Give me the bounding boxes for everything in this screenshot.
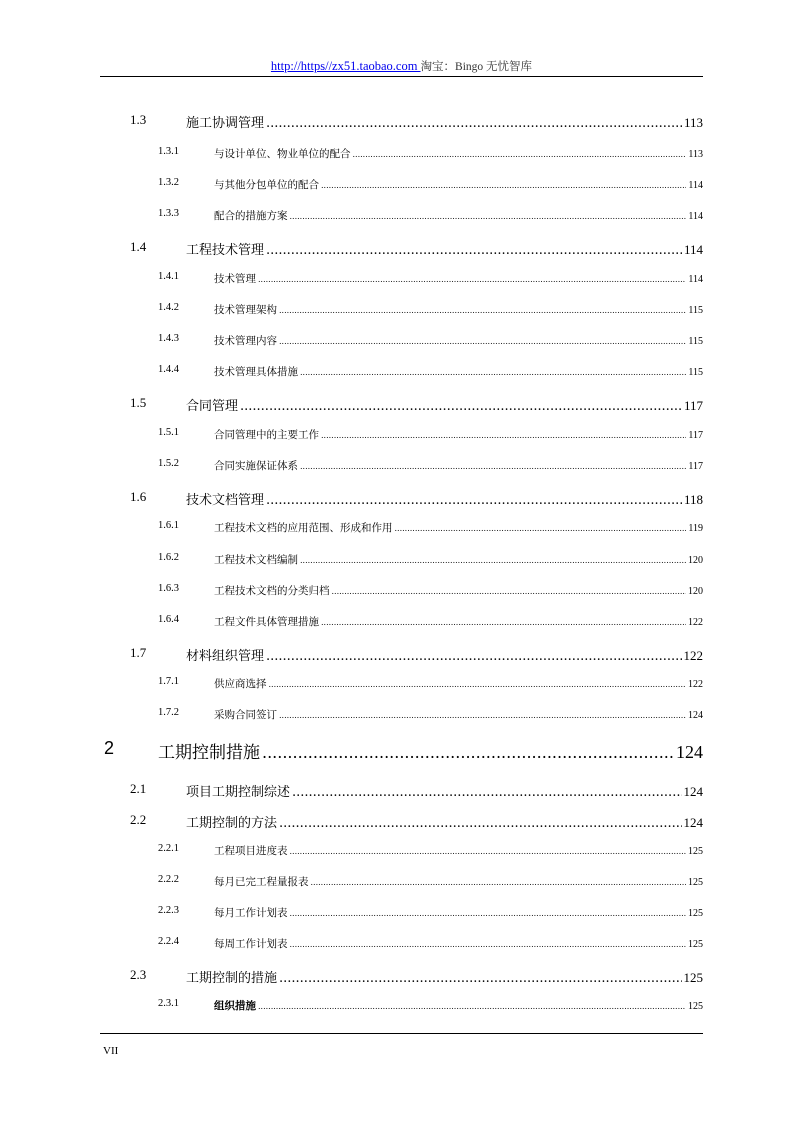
toc-entry-page: 114 <box>688 274 703 285</box>
toc-entry-title: 与其他分包单位的配合 <box>214 179 319 191</box>
toc-entry[interactable] <box>158 676 703 692</box>
toc-entry[interactable] <box>104 738 703 764</box>
toc-entry-title: 工期控制的措施 <box>186 971 278 986</box>
toc-entry-number: 1.3.3 <box>158 208 179 219</box>
toc-entry-title: 每周工作计划表 <box>214 938 288 950</box>
toc-entry-title: 合同管理中的主要工作 <box>214 429 319 441</box>
dot-leader <box>292 785 681 800</box>
toc-entry-title: 工期控制的方法 <box>186 816 278 831</box>
dot-leader <box>266 649 681 664</box>
dot-leader <box>279 711 686 720</box>
toc-entry-page: 117 <box>688 430 703 441</box>
toc-entry-number: 1.3 <box>130 112 147 127</box>
toc-entry[interactable] <box>158 302 703 318</box>
dot-leader <box>279 337 686 346</box>
toc-entry-title: 合同管理 <box>186 399 239 414</box>
dot-leader <box>240 399 682 414</box>
dot-leader <box>321 431 686 440</box>
dot-leader <box>258 1002 686 1011</box>
toc-entry-page: 117 <box>688 461 703 472</box>
toc-entry-number: 1.5.1 <box>158 427 179 438</box>
toc-entry-page: 124 <box>688 710 703 721</box>
dot-leader <box>269 680 687 689</box>
dot-leader <box>311 878 687 887</box>
toc-entry-page: 124 <box>683 784 703 799</box>
toc-entry[interactable] <box>158 271 703 287</box>
toc-entry[interactable] <box>158 333 703 349</box>
toc-entry[interactable] <box>158 208 703 224</box>
toc-entry[interactable] <box>130 112 703 132</box>
dot-leader <box>321 181 686 190</box>
toc-entry-number: 1.6.4 <box>158 614 179 625</box>
toc-entry-title: 工程文件具体管理措施 <box>214 616 319 628</box>
toc-entry-number: 2.3.1 <box>158 998 179 1009</box>
toc-entry-page: 119 <box>688 523 703 534</box>
toc-entry-page: 114 <box>688 211 703 222</box>
toc-entry[interactable] <box>130 967 703 987</box>
toc-entry-number: 1.4.2 <box>158 302 179 313</box>
header-label: 淘宝：Bingo 无忧智库 <box>420 61 533 73</box>
toc-entry-title: 材料组织管理 <box>186 649 265 664</box>
toc-entry-page: 120 <box>688 555 703 566</box>
toc-entry[interactable] <box>158 177 703 193</box>
dot-leader <box>395 524 687 533</box>
toc-entry-title: 工程技术文档的应用范围、形成和作用 <box>214 522 393 534</box>
toc-entry-page: 124 <box>676 742 703 762</box>
dot-leader <box>262 743 674 762</box>
toc-entry-title: 技术管理 <box>214 273 256 285</box>
toc-entry-number: 1.5 <box>130 395 147 410</box>
header-link[interactable]: http://https//zx51.taobao.com <box>270 59 421 73</box>
toc-entry-page: 114 <box>688 180 703 191</box>
toc-entry-title: 工程技术文档的分类归档 <box>214 585 330 597</box>
dot-leader <box>300 556 686 565</box>
toc-entry-title: 配合的措施方案 <box>214 210 288 222</box>
dot-leader <box>279 816 681 831</box>
toc-entry-number: 2.2.4 <box>158 936 179 947</box>
toc-entry-page: 113 <box>683 115 703 130</box>
toc-entry[interactable] <box>158 874 703 890</box>
toc-entry-number: 1.6.2 <box>158 552 179 563</box>
toc-entry-title: 每月已完工程量报表 <box>214 876 309 888</box>
toc-entry[interactable] <box>130 489 703 509</box>
toc-entry[interactable] <box>158 843 703 859</box>
toc-entry-number: 1.3.2 <box>158 177 179 188</box>
toc-entry[interactable] <box>158 520 703 536</box>
toc-entry-title: 工程项目进度表 <box>214 845 288 857</box>
toc-entry-page: 113 <box>688 149 703 160</box>
toc-entry[interactable] <box>158 707 703 723</box>
dot-leader <box>266 116 682 131</box>
toc-entry-title: 项目工期控制综述 <box>186 785 291 800</box>
dot-leader <box>290 847 687 856</box>
dot-leader <box>279 306 686 315</box>
toc-entry-page: 120 <box>688 586 703 597</box>
toc-entry-page: 125 <box>688 846 703 857</box>
footer-rule <box>100 1033 703 1034</box>
toc-entry-page: 117 <box>683 398 703 413</box>
toc-entry-title: 组织措施 <box>214 1000 256 1012</box>
toc-entry-number: 2.3 <box>130 967 147 982</box>
toc-entry-number: 1.7 <box>130 645 147 660</box>
toc-entry-number: 1.4 <box>130 239 147 254</box>
dot-leader <box>266 243 682 258</box>
toc-entry[interactable] <box>158 458 703 474</box>
toc-entry-page: 124 <box>683 815 703 830</box>
toc-entry-title: 施工协调管理 <box>186 116 265 131</box>
toc-entry-page: 115 <box>688 336 703 347</box>
toc-entry-page: 125 <box>688 908 703 919</box>
toc-entry-page: 122 <box>683 648 703 663</box>
dot-leader <box>290 940 687 949</box>
dot-leader <box>290 909 687 918</box>
toc-entry-title: 工程技术管理 <box>186 243 265 258</box>
toc-entry-title: 供应商选择 <box>214 678 267 690</box>
toc-entry-number: 2.2.1 <box>158 843 179 854</box>
toc-entry-page: 125 <box>688 939 703 950</box>
toc-entry-number: 1.4.3 <box>158 333 179 344</box>
toc-entry-page: 125 <box>688 877 703 888</box>
toc-entry-page: 114 <box>683 242 703 257</box>
dot-leader <box>321 618 686 627</box>
toc-entry-title: 工程技术文档编制 <box>214 554 298 566</box>
toc-entry-number: 2.1 <box>130 781 147 796</box>
toc-entry[interactable] <box>158 427 703 443</box>
toc-entry-title: 每月工作计划表 <box>214 907 288 919</box>
toc-entry-title: 工期控制措施 <box>158 743 260 763</box>
toc-entry-number: 1.4.4 <box>158 364 179 375</box>
toc-entry-title: 采购合同签订 <box>214 709 277 721</box>
page-number: VII <box>103 1045 119 1057</box>
toc-entry[interactable] <box>158 614 703 630</box>
toc-entry-page: 125 <box>688 1001 703 1012</box>
toc-entry[interactable] <box>130 395 703 415</box>
toc-entry-number: 1.7.2 <box>158 707 179 718</box>
toc-entry-page: 115 <box>688 305 703 316</box>
toc-entry-title: 技术文档管理 <box>186 493 265 508</box>
toc-entry[interactable] <box>158 146 703 162</box>
toc-entry[interactable] <box>158 552 703 568</box>
toc-entry[interactable] <box>130 239 703 259</box>
toc-entry-title: 技术管理内容 <box>214 335 277 347</box>
toc-entry-number: 1.5.2 <box>158 458 179 469</box>
toc-entry[interactable] <box>158 998 703 1014</box>
toc-entry-number: 1.7.1 <box>158 676 179 687</box>
toc-entry-number: 2.2.2 <box>158 874 179 885</box>
toc-entry-number: 1.6 <box>130 489 147 504</box>
toc-entry[interactable] <box>130 645 703 665</box>
toc-entry-title: 技术管理架构 <box>214 304 277 316</box>
toc-entry-number: 2.2.3 <box>158 905 179 916</box>
toc-entry-title: 技术管理具体措施 <box>214 366 298 378</box>
dot-leader <box>258 275 686 284</box>
dot-leader <box>279 971 681 986</box>
dot-leader <box>266 493 682 508</box>
toc-entry-page: 115 <box>688 367 703 378</box>
toc-entry-title: 合同实施保证体系 <box>214 460 298 472</box>
toc-entry-number: 1.6.1 <box>158 520 179 531</box>
dot-leader <box>353 150 687 159</box>
toc-entry-number: 1.3.1 <box>158 146 179 157</box>
dot-leader <box>290 212 687 221</box>
dot-leader <box>300 368 686 377</box>
toc-entry-page: 122 <box>688 679 703 690</box>
toc-entry-number: 1.4.1 <box>158 271 179 282</box>
toc-entry[interactable] <box>158 583 703 599</box>
dot-leader <box>300 462 686 471</box>
toc-entry-title: 与设计单位、物业单位的配合 <box>214 148 351 160</box>
toc-entry-number: 2 <box>104 738 115 758</box>
toc-entry[interactable] <box>158 905 703 921</box>
toc-entry-page: 125 <box>683 970 703 985</box>
toc-entry-number: 2.2 <box>130 812 147 827</box>
toc-entry[interactable] <box>130 781 703 801</box>
toc-entry[interactable] <box>130 812 703 832</box>
toc-entry[interactable] <box>158 936 703 952</box>
toc-entry-number: 1.6.3 <box>158 583 179 594</box>
toc-entry-page: 118 <box>683 492 703 507</box>
toc-entry[interactable] <box>158 364 703 380</box>
toc-entry-page: 122 <box>688 617 703 628</box>
dot-leader <box>332 587 687 596</box>
